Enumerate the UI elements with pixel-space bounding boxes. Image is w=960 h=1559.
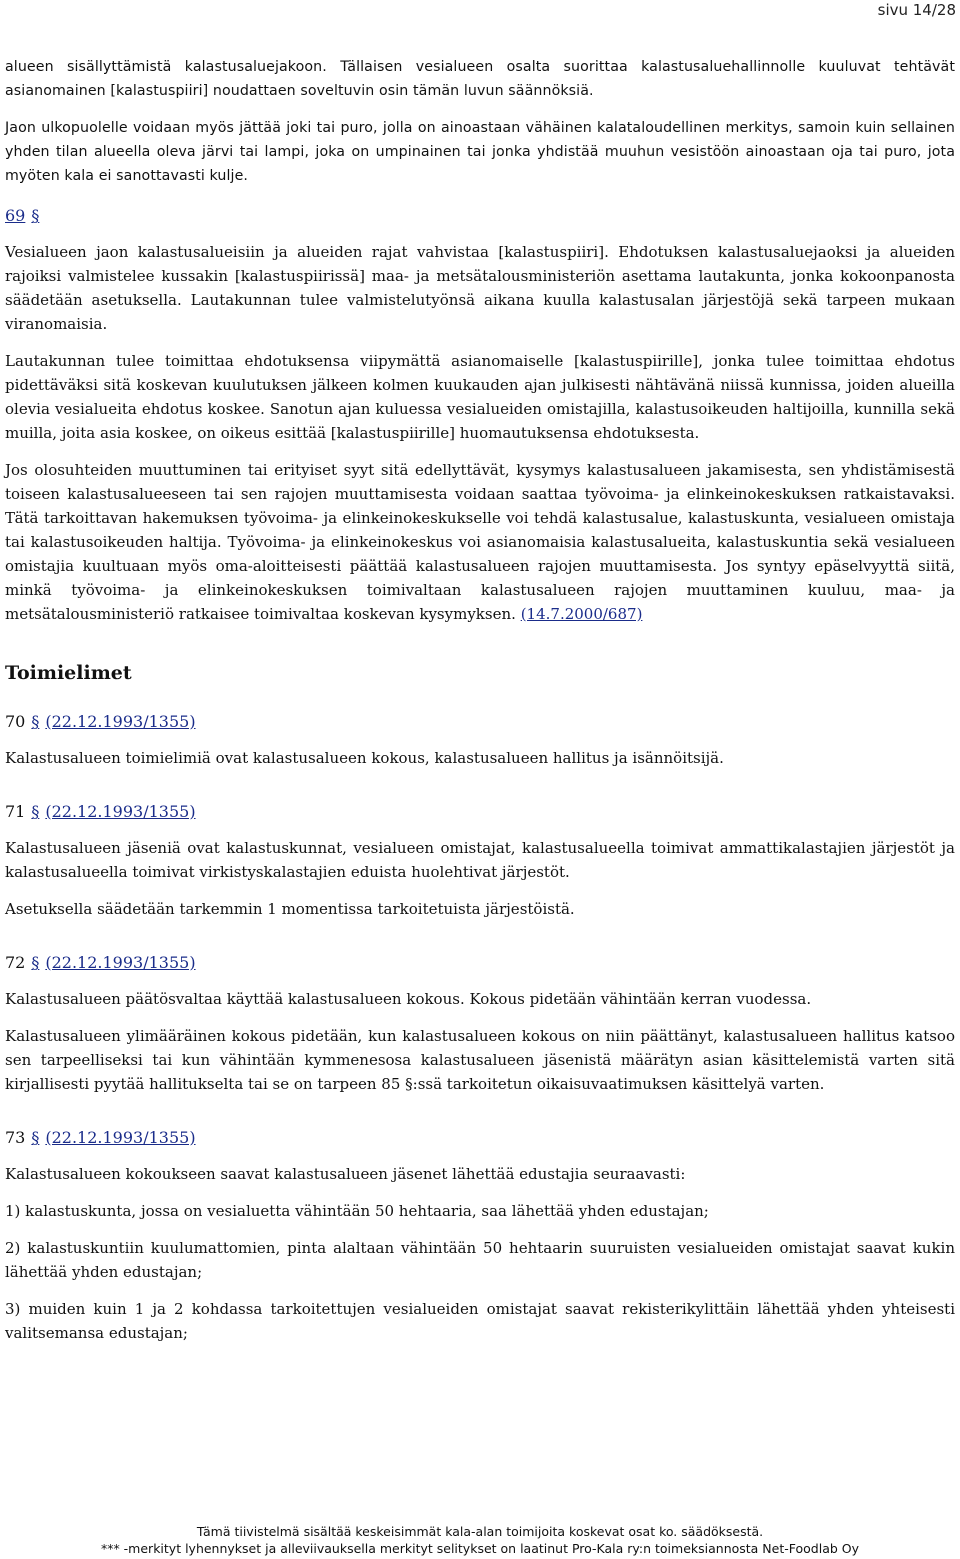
- paragraph: [5, 458, 955, 626]
- section-72-heading: [5, 951, 955, 975]
- amendment-link[interactable]: (22.12.1993/1355): [45, 712, 196, 731]
- paragraph: Kalastusalueen kokoukseen saavat kalastusalueen jäsenet lähettää edustajia seuraavasti:: [5, 1165, 686, 1183]
- section-sign-link[interactable]: §: [31, 1128, 40, 1147]
- paragraph: Lautakunnan tulee toimittaa ehdotuksensa viipymättä asianomaiselle [kalastuspiirille], jonka tulee toimittaa ehdotus pidettäväksi sitä koskevan kuulutuksen jälkeen kolmen kuukauden ajan julkisesti nähtävänä niissä kunnissa, joiden alueilla olevia vesialueita ehdotus koskee. Sanotun ajan kuluessa vesialueiden omistajilla, kalastusoikeuden haltijoilla, kunnilla sekä muilla, joita asia koskee, on oikeus esittää [kalastuspiirille] huomautuksensa ehdotuksesta.: [5, 352, 955, 442]
- paragraph: Vesialueen jaon kalastusalueisiin ja alueiden rajat vahvistaa [kalastuspiiri]. Ehdotuksen kalastusaluejaoksi ja alueiden rajoiksi valmistelee kussakin [kalastuspiirissä] maa- ja metsätalousministeriön asettama lautakunta, jonka kokoonpanosta säädetään asetuksella. Lautakunnan tulee valmistelutyönsä aikana kuulla kalastusalan järjestöjä sekä tarpeen mukaan viranomaisia.: [5, 243, 955, 333]
- paragraph-text: Jos olosuhteiden muuttuminen tai erityiset syyt sitä edellyttävät, kysymys kalastusalueen jakamisesta, sen yhdistämisestä toiseen kalastusalueeseen tai sen rajojen muuttamisesta voidaan saattaa työvoima- ja elinkeinokeskuksen ratkaistavaksi. Tätä tarkoittavan hakemuksen työvoima- ja elinkeinokeskukselle voi tehdä kalastusalue, kalastuskunta, vesialueen omistaja tai kalastusoikeuden haltija. Työvoima- ja elinkeinokeskus voi asianomaisia kalastusalueita, kalastuskuntia sekä vesialueen omistajia kuultuaan myös oma-aloitteisesti päättää kalastusalueen rajojen muuttamisesta. Jos syntyy epäselvyyttä siitä, minkä työvoima- ja elinkeinokeskuksen toimivaltaan kalastusalueen rajojen muuttaminen kuuluu, maa- ja metsätalousministeriö ratkaisee toimivaltaa koskevan kysymyksen.: [5, 461, 955, 623]
- page-number: sivu 14/28: [877, 1, 956, 19]
- section-number: 73: [5, 1128, 26, 1147]
- section-sign-link[interactable]: §: [31, 953, 40, 972]
- document-body: [5, 55, 955, 1358]
- amendment-link[interactable]: (22.12.1993/1355): [45, 1128, 196, 1147]
- amendment-link[interactable]: (22.12.1993/1355): [45, 953, 196, 972]
- paragraph: Asetuksella säädetään tarkemmin 1 momentissa tarkoitetuista järjestöistä.: [5, 900, 575, 918]
- section-71-heading: [5, 800, 955, 824]
- paragraph: alueen sisällyttämistä kalastusaluejakoon. Tällaisen vesialueen osalta suorittaa kalastusaluehallinnolle kuuluvat tehtävät asianomainen [kalastuspiiri] noudattaen soveltuvin osin tämän luvun säännöksiä.: [5, 59, 955, 99]
- section-sign-link[interactable]: §: [31, 712, 40, 731]
- chapter-title: Toimielimet: [5, 662, 132, 684]
- section-number: 70: [5, 712, 26, 731]
- section-70-heading: [5, 710, 955, 734]
- section-number[interactable]: 69: [5, 206, 26, 225]
- section-sign-link[interactable]: §: [31, 802, 40, 821]
- paragraph: Kalastusalueen jäseniä ovat kalastuskunnat, vesialueen omistajat, kalastusalueella toimivat ammattikalastajien järjestöt ja kalastusalueella toimivat virkistyskalastajien eduista huolehtivat järjestöt.: [5, 839, 955, 881]
- section-number: 72: [5, 953, 26, 972]
- amendment-link[interactable]: (14.7.2000/687): [520, 605, 643, 623]
- paragraph: Kalastusalueen päätösvaltaa käyttää kalastusalueen kokous. Kokous pidetään vähintään kerran vuodessa.: [5, 990, 812, 1008]
- paragraph: Kalastusalueen ylimääräinen kokous pidetään, kun kalastusalueen kokous on niin päättänyt, kalastusalueen hallitus katsoo sen tarpeelliseksi tai kun vähintään kymmenesosa kalastusalueen jäsenistä määrätyn asian käsittelemistä varten sitä kirjallisesti pyytää hallitukselta tai se on tarpeen 85 §:ssä tarkoitetun oikaisuvaatimuksen käsittelyä varten.: [5, 1027, 955, 1093]
- footer-credit: *** -merkityt lyhennykset ja alleviivauksella merkityt selitykset on laatinut Pro-Kala ry:n toimeksiannosta Net-Foodlab Oy: [100, 1541, 860, 1556]
- section-69-heading[interactable]: [5, 204, 955, 228]
- paragraph: Jaon ulkopuolelle voidaan myös jättää joki tai puro, jolla on ainoastaan vähäinen kalataloudellinen merkitys, samoin kuin sellainen yhden tilan alueella oleva järvi tai lampi, joka on umpinainen tai jonka yhdistää muuhun vesistöön ainoastaan oja tai puro, jota myöten kala ei sanottavasti kulje.: [5, 120, 955, 184]
- list-item: 3) muiden kuin 1 ja 2 kohdassa tarkoitettujen vesialueiden omistajat saavat rekisterikylittäin lähettää yhden yhteisesti valitsemansa edustajan;: [5, 1300, 955, 1342]
- amendment-link[interactable]: (22.12.1993/1355): [45, 802, 196, 821]
- paragraph: Kalastusalueen toimielimiä ovat kalastusalueen kokous, kalastusalueen hallitus ja isännöitsijä.: [5, 749, 724, 767]
- list-item: 2) kalastuskuntiin kuulumattomien, pinta alaltaan vähintään 50 hehtaarin suuruisten vesialueiden omistajat saavat kukin lähettää yhden edustajan;: [5, 1239, 955, 1281]
- section-number: 71: [5, 802, 26, 821]
- list-item: 1) kalastuskunta, jossa on vesialuetta vähintään 50 hehtaaria, saa lähettää yhden edustajan;: [5, 1202, 709, 1220]
- section-73-heading: [5, 1126, 955, 1150]
- section-sign-link[interactable]: §: [31, 206, 40, 225]
- footer-note: Tämä tiivistelmä sisältää keskeisimmät kala-alan toimijoita koskevat osat ko. säädöksestä.: [196, 1524, 764, 1539]
